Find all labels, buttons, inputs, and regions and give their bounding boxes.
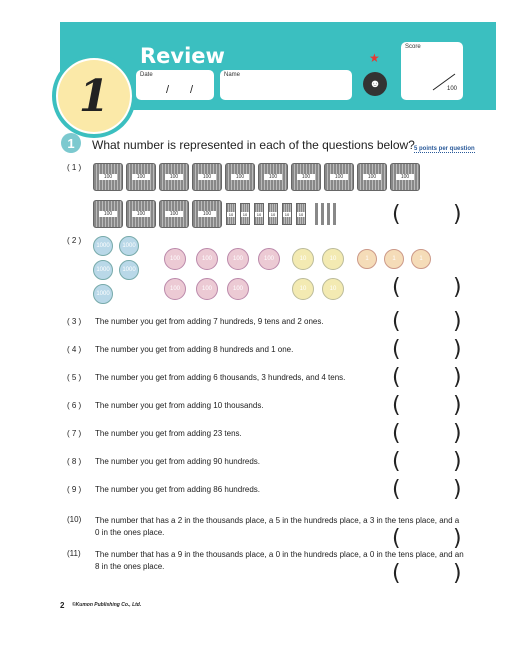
hundred-block-label: 100 xyxy=(132,211,150,217)
question-number: ( 7 ) xyxy=(67,429,82,438)
hundred-block xyxy=(192,163,222,191)
question-number: (11) xyxy=(67,549,81,558)
ten-block xyxy=(296,203,306,225)
question-number: ( 8 ) xyxy=(67,457,82,466)
one-rod xyxy=(315,203,318,225)
points-note: 5 points per question xyxy=(414,146,475,152)
smiley-icon: ☻ xyxy=(363,72,387,96)
question-text: The number you get from adding 23 tens. xyxy=(95,429,242,438)
question-text: The number you get from adding 90 hundreds. xyxy=(95,457,260,466)
question-text: The number you get from adding 8 hundreds and 1 one. xyxy=(95,345,294,354)
thousand-coin: 1000 xyxy=(119,260,139,280)
hundred-block-label: 100 xyxy=(396,174,414,180)
name-field[interactable] xyxy=(220,70,352,100)
hundred-block xyxy=(258,163,288,191)
answer-open-paren: ( xyxy=(392,561,401,586)
answer-close-paren: ) xyxy=(453,421,462,446)
hundred-block-label: 100 xyxy=(132,174,150,180)
answer-close-paren: ) xyxy=(453,309,462,334)
score-label: Score xyxy=(405,44,421,50)
answer-open-paren: ( xyxy=(392,309,401,334)
thousand-coin: 1000 xyxy=(93,236,113,256)
answer-open-paren: ( xyxy=(392,365,401,390)
answer-close-paren: ) xyxy=(453,526,462,551)
answer-close-paren: ) xyxy=(453,477,462,502)
answer-open-paren: ( xyxy=(392,477,401,502)
hundred-block-label: 100 xyxy=(264,174,282,180)
ten-coin: 10 xyxy=(322,278,344,300)
hundred-block xyxy=(390,163,420,191)
ten-block-label: 10 xyxy=(242,212,248,217)
hundred-block-label: 100 xyxy=(165,174,183,180)
hundred-block xyxy=(159,163,189,191)
hundred-block-label: 100 xyxy=(165,211,183,217)
hundred-coin: 100 xyxy=(196,278,218,300)
ten-block-label: 10 xyxy=(270,212,276,217)
hundred-block xyxy=(357,163,387,191)
hundred-block xyxy=(225,163,255,191)
hundred-block-label: 100 xyxy=(198,174,216,180)
hundred-block xyxy=(324,163,354,191)
question-text: The number you get from adding 10 thousands. xyxy=(95,401,264,410)
date-slash: / xyxy=(166,84,170,96)
hundred-coin: 100 xyxy=(164,278,186,300)
section-number: 1 xyxy=(61,133,81,153)
answer-open-paren: ( xyxy=(392,275,401,300)
question-number: ( 2 ) xyxy=(67,236,82,245)
hundred-block-label: 100 xyxy=(99,211,117,217)
date-field[interactable] xyxy=(136,70,214,100)
hundred-coin: 100 xyxy=(196,248,218,270)
hundred-block-label: 100 xyxy=(363,174,381,180)
answer-close-paren: ) xyxy=(453,393,462,418)
answer-close-paren: ) xyxy=(453,561,462,586)
hundred-block xyxy=(159,200,189,228)
ten-block-label: 10 xyxy=(298,212,304,217)
thousand-coin: 1000 xyxy=(93,260,113,280)
hundred-block xyxy=(192,200,222,228)
one-rod xyxy=(321,203,324,225)
name-label: Name xyxy=(224,72,241,78)
publisher-note: ©Kumon Publishing Co., Ltd. xyxy=(72,602,142,608)
question-number: ( 4 ) xyxy=(67,345,82,354)
hundred-block-label: 100 xyxy=(231,174,249,180)
question-number: (10) xyxy=(67,515,82,524)
ten-block xyxy=(240,203,250,225)
question-number: ( 6 ) xyxy=(67,401,82,410)
ten-block xyxy=(268,203,278,225)
one-rod xyxy=(333,203,336,225)
thousand-coin: 1000 xyxy=(119,236,139,256)
ten-block-label: 10 xyxy=(284,212,290,217)
answer-open-paren: ( xyxy=(392,393,401,418)
hundred-block-label: 100 xyxy=(330,174,348,180)
answer-open-paren: ( xyxy=(392,449,401,474)
hundred-coin: 100 xyxy=(164,248,186,270)
ten-block xyxy=(282,203,292,225)
page-title: Review xyxy=(140,44,225,68)
section-instruction: What number is represented in each of the questions below? xyxy=(92,138,415,152)
question-text: The number that has a 2 in the thousands place, a 5 in the hundreds place, a 3 in the tens place, and a 0 in the ones place. xyxy=(95,516,460,537)
hundred-block xyxy=(126,163,156,191)
hundred-block xyxy=(93,163,123,191)
question-text: The number you get from adding 86 hundreds. xyxy=(95,485,260,494)
ten-coin: 10 xyxy=(292,278,314,300)
hundred-coin: 100 xyxy=(227,278,249,300)
unit-number-badge: 1 xyxy=(52,54,136,138)
hundred-block-label: 100 xyxy=(99,174,117,180)
date-label: Date xyxy=(140,72,153,78)
one-coin: 1 xyxy=(357,249,377,269)
question-number: ( 9 ) xyxy=(67,485,82,494)
hundred-block xyxy=(126,200,156,228)
hundred-coin: 100 xyxy=(227,248,249,270)
ten-coin: 10 xyxy=(322,248,344,270)
score-total: 100 xyxy=(447,86,458,92)
question-text: The number you get from adding 6 thousands, 3 hundreds, and 4 tens. xyxy=(95,373,346,382)
thousand-coin: 1000 xyxy=(93,284,113,304)
answer-close-paren: ) xyxy=(453,449,462,474)
one-coin: 1 xyxy=(384,249,404,269)
ten-block xyxy=(254,203,264,225)
answer-open-paren: ( xyxy=(392,421,401,446)
one-rod xyxy=(327,203,330,225)
ten-block-label: 10 xyxy=(228,212,234,217)
star-icon: ★ xyxy=(369,51,380,65)
ten-coin: 10 xyxy=(292,248,314,270)
ten-block-label: 10 xyxy=(256,212,262,217)
answer-close-paren: ) xyxy=(453,365,462,390)
hundred-block xyxy=(93,200,123,228)
date-slash: / xyxy=(190,84,194,96)
answer-close-paren: ) xyxy=(453,337,462,362)
hundred-block xyxy=(291,163,321,191)
question-text: The number that has a 9 in the thousands place, a 0 in the hundreds place, a 0 in the tens place, and an 8 in the ones place. xyxy=(95,550,464,571)
answer-open-paren: ( xyxy=(392,337,401,362)
question-number: ( 1 ) xyxy=(67,163,82,172)
answer-open-paren: ( xyxy=(392,526,401,551)
score-field[interactable] xyxy=(401,42,463,100)
one-coin: 1 xyxy=(411,249,431,269)
hundred-coin: 100 xyxy=(258,248,280,270)
answer-open-paren: ( xyxy=(392,202,401,227)
page-number: 2 xyxy=(60,601,65,610)
question-text: The number you get from adding 7 hundreds, 9 tens and 2 ones. xyxy=(95,317,324,326)
question-number: ( 5 ) xyxy=(67,373,82,382)
ten-block xyxy=(226,203,236,225)
answer-close-paren: ) xyxy=(453,275,462,300)
question-number: ( 3 ) xyxy=(67,317,82,326)
hundred-block-label: 100 xyxy=(198,211,216,217)
hundred-block-label: 100 xyxy=(297,174,315,180)
answer-close-paren: ) xyxy=(453,202,462,227)
